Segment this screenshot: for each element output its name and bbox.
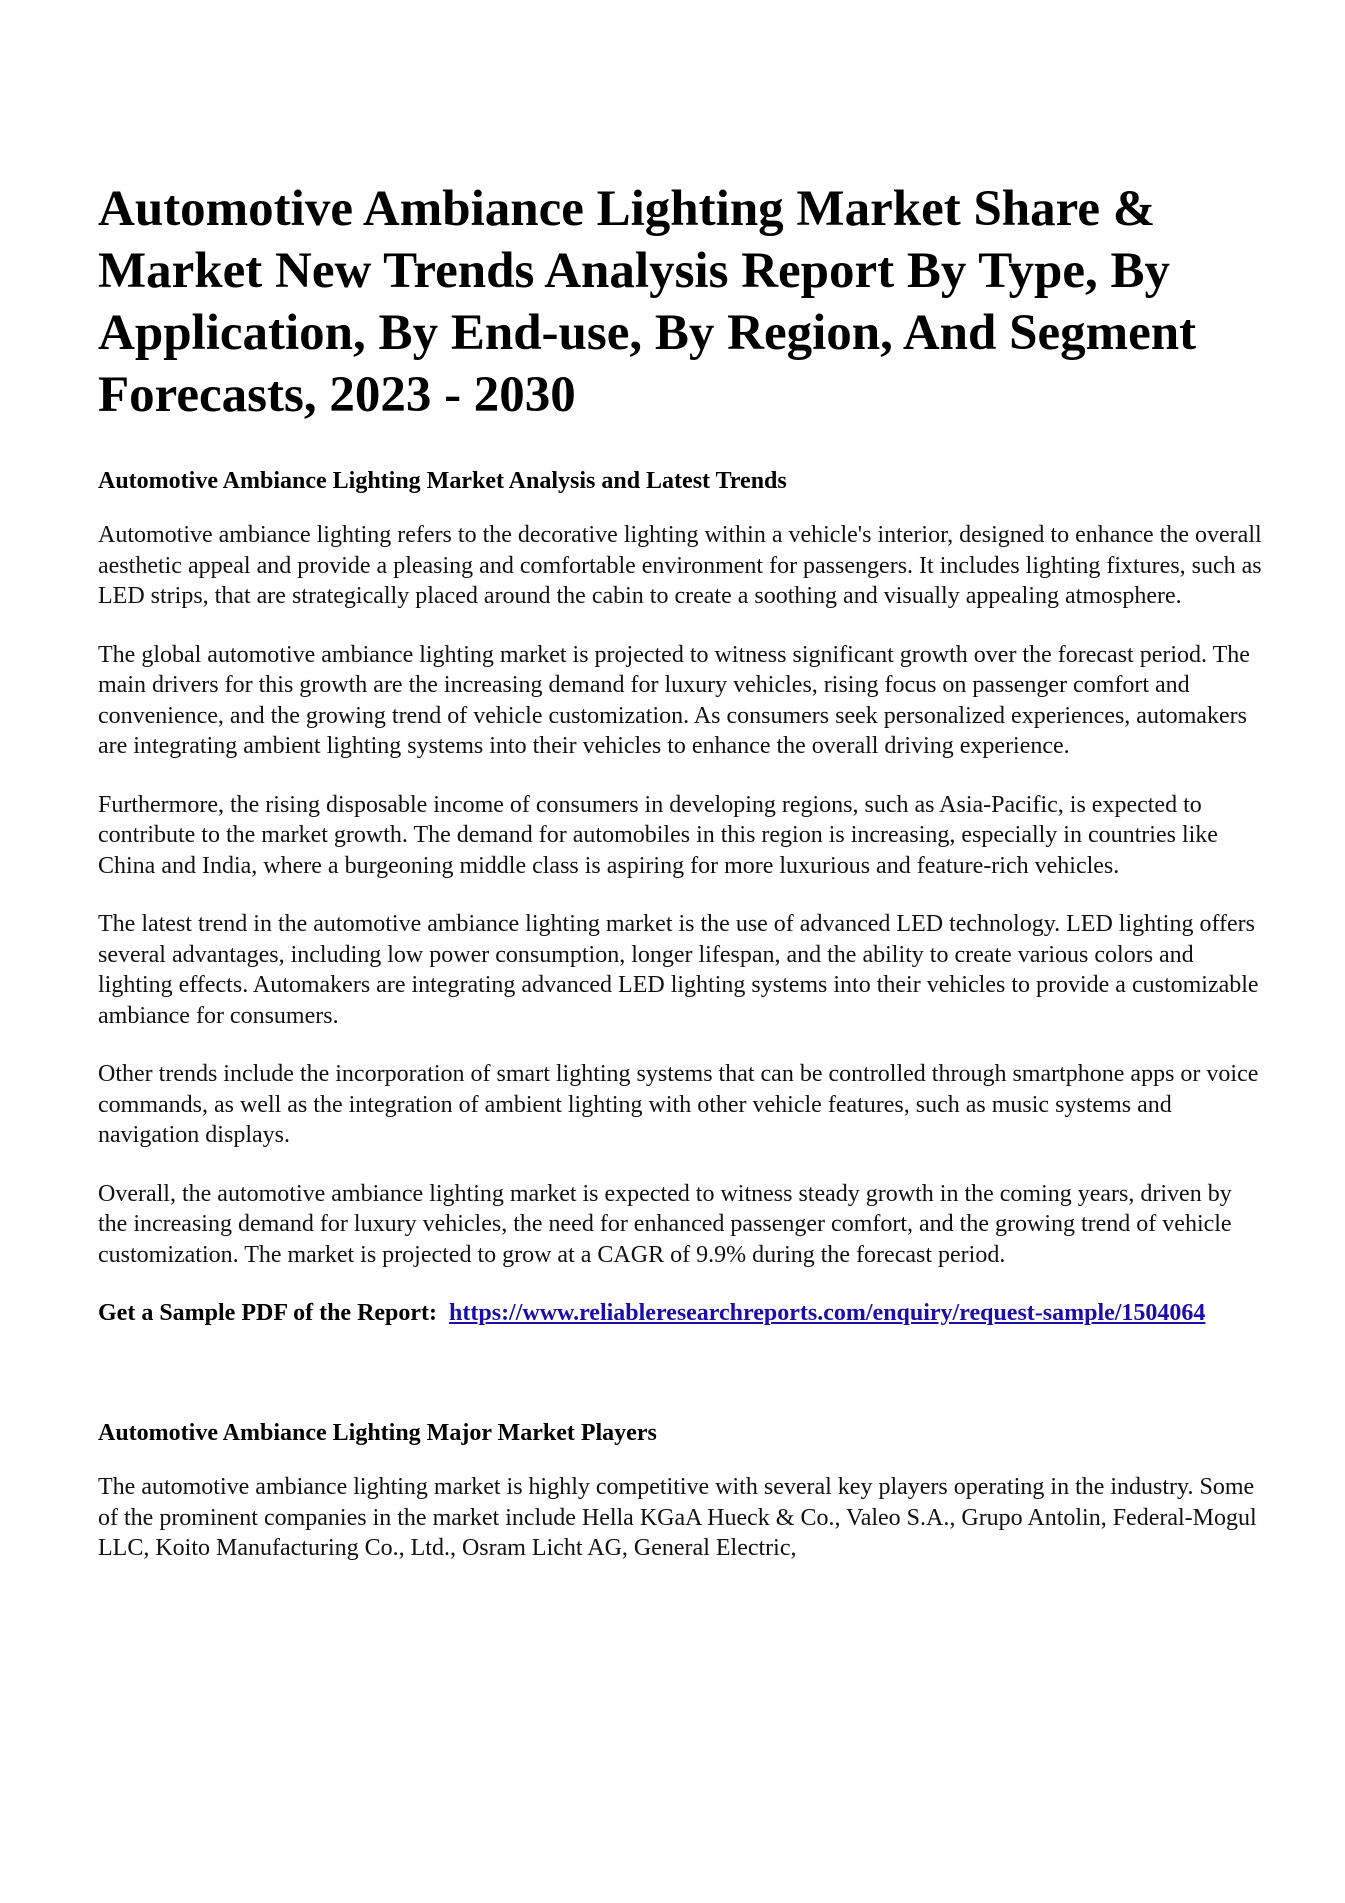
paragraph: Other trends include the incorporation of smart lighting systems that can be controlled through smartphone apps or voice commands, as well as the integration of ambient lighting with other vehicle features, such as music systems and navigation displays. <box>98 1061 1259 1148</box>
paragraph: The global automotive ambiance lighting market is projected to witness significant growth over the forecast period. The main drivers for this growth are the increasing demand for luxury vehicles, rising focus on passenger comfort and convenience, and the growing trend of vehicle customization. As consumers seek personalized experiences, automakers are integrating ambient lighting systems into their vehicles to enhance the overall driving experience. <box>98 641 1250 759</box>
document-page <box>98 178 1263 1564</box>
page-title: Automotive Ambiance Lighting Market Share & Market New Trends Analysis Report By Type, By Application, By End-use, By Region, And Segment Forecasts, 2023 - 2030 <box>98 181 1197 423</box>
section-heading-players: Automotive Ambiance Lighting Major Market Players <box>98 1420 657 1446</box>
paragraph: Automotive ambiance lighting refers to the decorative lighting within a vehicle's interior, designed to enhance the overall aesthetic appeal and provide a pleasing and comfortable environment for passengers. It includes lighting fixtures, such as LED strips, that are strategically placed around the cabin to create a soothing and visually appealing atmosphere. <box>98 522 1262 609</box>
paragraph: Overall, the automotive ambiance lighting market is expected to witness steady growth in the coming years, driven by the increasing demand for luxury vehicles, the need for enhanced passenger comfort, and the growing trend of vehicle customization. The market is projected to grow at a CAGR of 9.9% during the forecast period. <box>98 1180 1232 1268</box>
sample-pdf-line <box>98 1298 1263 1328</box>
sample-pdf-link[interactable]: https://www.reliableresearchreports.com/enquiry/request-sample/1504064 <box>449 1300 1206 1326</box>
paragraph: Furthermore, the rising disposable income of consumers in developing regions, such as Asia-Pacific, is expected to contribute to the market growth. The demand for automobiles in this region is increasing, especially in countries like China and India, where a burgeoning middle class is aspiring for more luxurious and feature-rich vehicles. <box>98 791 1218 879</box>
sample-pdf-label: Get a Sample PDF of the Report: <box>98 1300 438 1326</box>
paragraph: The latest trend in the automotive ambiance lighting market is the use of advanced LED technology. LED lighting offers several advantages, including low power consumption, longer lifespan, and the ability to create various colors and lighting effects. Automakers are integrating advanced LED lighting systems into their vehicles to provide a customizable ambiance for consumers. <box>98 911 1259 1029</box>
paragraph: The automotive ambiance lighting market is highly competitive with several key players operating in the industry. Some of the prominent companies in the market include Hella KGaA Hueck & Co., Valeo S.A., Grupo Antolin, Federal-Mogul LLC, Koito Manufacturing Co., Ltd., Osram Licht AG, General Electric, <box>98 1474 1257 1561</box>
section-heading-analysis: Automotive Ambiance Lighting Market Analysis and Latest Trends <box>98 468 787 494</box>
